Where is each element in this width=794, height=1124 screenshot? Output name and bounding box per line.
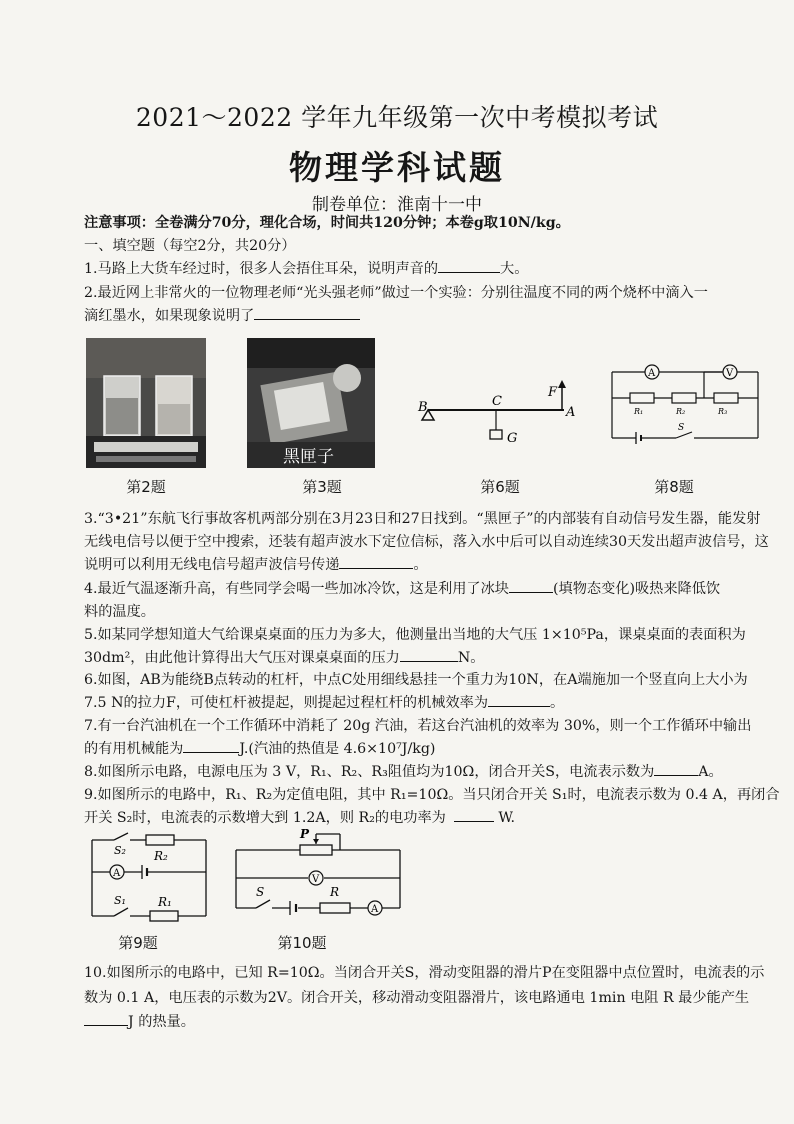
ammeter-label: A bbox=[371, 904, 379, 915]
black-box-label: 黑匣子 bbox=[283, 447, 334, 467]
question-10-line2: 数为 0.1 A，电压表的示数为2V。闭合开关，移动滑动变阻器滑片，该电路通电 1min 电阻 R 最少能产生 bbox=[84, 990, 750, 1006]
question-4-line1: 4.最近气温逐渐升高，有些同学会喝一些加冰冷饮，这是利用了冰块 (填物态变化)吸热来降低饮 bbox=[84, 578, 772, 600]
question-9-line1: 9.如图所示的电路中，R₁、R₂为定值电阻，其中 R₁=10Ω。当只闭合开关 S₁时，电流表示数为 0.4 A，再闭合 bbox=[84, 787, 780, 803]
arrow-head-icon bbox=[558, 380, 566, 388]
figure-9-circuit bbox=[84, 832, 214, 924]
answer-blank[interactable] bbox=[488, 692, 550, 707]
question-5-line1: 5.如某同学想知道大气给课桌桌面的压力为多大，他测量出当地的大气压 1×10⁵Pa，课桌桌面的表面积为 bbox=[84, 627, 746, 643]
figure-3-photo bbox=[247, 338, 375, 468]
answer-blank[interactable] bbox=[438, 258, 500, 273]
question-10-line1: 10.如图所示的电路中，已知 R=10Ω。当闭合开关S，滑动变阻器的滑片P在变阻器中点位置时，电流表的示 bbox=[84, 965, 765, 981]
label-A: A bbox=[566, 405, 576, 420]
exam-notice: 注意事项：全卷满分70分，理化合场，时间共120分钟；本卷g取10N/kg。 bbox=[84, 215, 570, 231]
voltmeter-label: V bbox=[726, 368, 734, 379]
question-10-line3: J 的热量。 bbox=[84, 1011, 772, 1033]
answer-blank[interactable] bbox=[654, 761, 698, 776]
caption-figure-10: 第10题 bbox=[277, 934, 327, 952]
label-S2: S₂ bbox=[114, 844, 126, 857]
label-B: B bbox=[418, 400, 428, 415]
label-S: S bbox=[256, 885, 265, 899]
label-F: F bbox=[548, 385, 558, 400]
section-heading: 一、填空题（每空2分，共20分） bbox=[84, 238, 296, 254]
answer-blank[interactable] bbox=[254, 305, 360, 320]
answer-blank[interactable] bbox=[183, 738, 239, 753]
label-C: C bbox=[492, 394, 502, 409]
label-P: P bbox=[300, 827, 310, 841]
figure-6-lever bbox=[412, 380, 580, 460]
caption-figure-3: 第3题 bbox=[302, 478, 342, 496]
figure-2-photo bbox=[86, 338, 206, 468]
question-9-line2: 开关 S₂时，电流表的示数增大到 1.2A，则 R₂的电功率为 W. bbox=[84, 807, 772, 829]
question-7-line1: 7.有一台汽油机在一个工作循环中消耗了 20g 汽油，若这台汽油机的效率为 30%，则一个工作循环中输出 bbox=[84, 718, 752, 734]
caption-figure-9: 第9题 bbox=[118, 934, 158, 952]
label-R3: R₃ bbox=[718, 407, 728, 416]
label-R2: R₂ bbox=[154, 849, 168, 863]
slider-arrow-icon bbox=[313, 839, 319, 844]
question-6-line2: 7.5 N的拉力F，可使杠杆被提起，则提起过程杠杆的机械效率为 。 bbox=[84, 692, 772, 714]
question-7-line2: 的有用机械能为 J.(汽油的热值是 4.6×10⁷J/kg) bbox=[84, 738, 772, 760]
question-4-line2: 料的温度。 bbox=[84, 604, 155, 620]
answer-blank[interactable] bbox=[454, 807, 494, 822]
answer-blank[interactable] bbox=[84, 1011, 128, 1026]
label-S1: S₁ bbox=[114, 894, 126, 907]
figure-8-circuit bbox=[606, 362, 764, 448]
question-6-line1: 6.如图，AB为能绕B点转动的杠杆，中点C处用细线悬挂一个重力为10N，在A端施加一个竖直向上大小为 bbox=[84, 672, 748, 688]
voltmeter-label: V bbox=[312, 874, 320, 885]
weight-block bbox=[490, 430, 502, 439]
figure-10-circuit bbox=[228, 826, 408, 924]
issuing-unit: 制卷单位：淮南十一中 bbox=[312, 195, 482, 215]
exam-title: 2021～2022 学年九年级第一次中考模拟考试 bbox=[135, 103, 659, 132]
label-R1: R₁ bbox=[634, 407, 644, 416]
answer-blank[interactable] bbox=[509, 578, 553, 593]
beakers-illustration bbox=[86, 338, 206, 468]
question-5-line2: 30dm²，由此他计算得出大气压对课桌桌面的压力 N。 bbox=[84, 647, 772, 669]
caption-figure-2: 第2题 bbox=[126, 478, 166, 496]
question-1: 1.马路上大货车经过时，很多人会捂住耳朵，说明声音的 大。 bbox=[84, 258, 772, 280]
question-3: 3.“3•21”东航飞行事故客机两部分别在3月23日和27日找到。“黑匣子”的内部装有自动信号发生器，能发射无线电信号以便于空中搜索，还装有超声波水下定位信标，落入水中后可以自动连续30天发出超声波信号，这说明可以利用无线电信号超声波信号传递 。 bbox=[84, 511, 769, 573]
label-R2: R₂ bbox=[676, 407, 686, 416]
label-R: R bbox=[330, 885, 340, 899]
answer-blank[interactable] bbox=[339, 554, 413, 569]
question-8: 8.如图所示电路，电源电压为 3 V，R₁、R₂、R₃阻值均为10Ω，闭合开关S，电流表示数为 A。 bbox=[84, 761, 772, 783]
question-2-line2: 滴红墨水，如果现象说明了 bbox=[84, 305, 772, 327]
caption-figure-6: 第6题 bbox=[480, 478, 520, 496]
answer-blank[interactable] bbox=[400, 647, 458, 662]
label-S: S bbox=[678, 423, 685, 433]
ammeter-label: A bbox=[648, 368, 656, 379]
ammeter-label: A bbox=[113, 868, 121, 879]
label-R1: R₁ bbox=[158, 895, 172, 909]
question-2-line1: 2.最近网上非常火的一位物理老师“光头强老师”做过一个实验：分别往温度不同的两个烧杯中滴入一 bbox=[84, 285, 708, 301]
subject-title: 物理学科试题 bbox=[289, 148, 505, 187]
caption-figure-8: 第8题 bbox=[654, 478, 694, 496]
label-G: G bbox=[507, 431, 518, 446]
